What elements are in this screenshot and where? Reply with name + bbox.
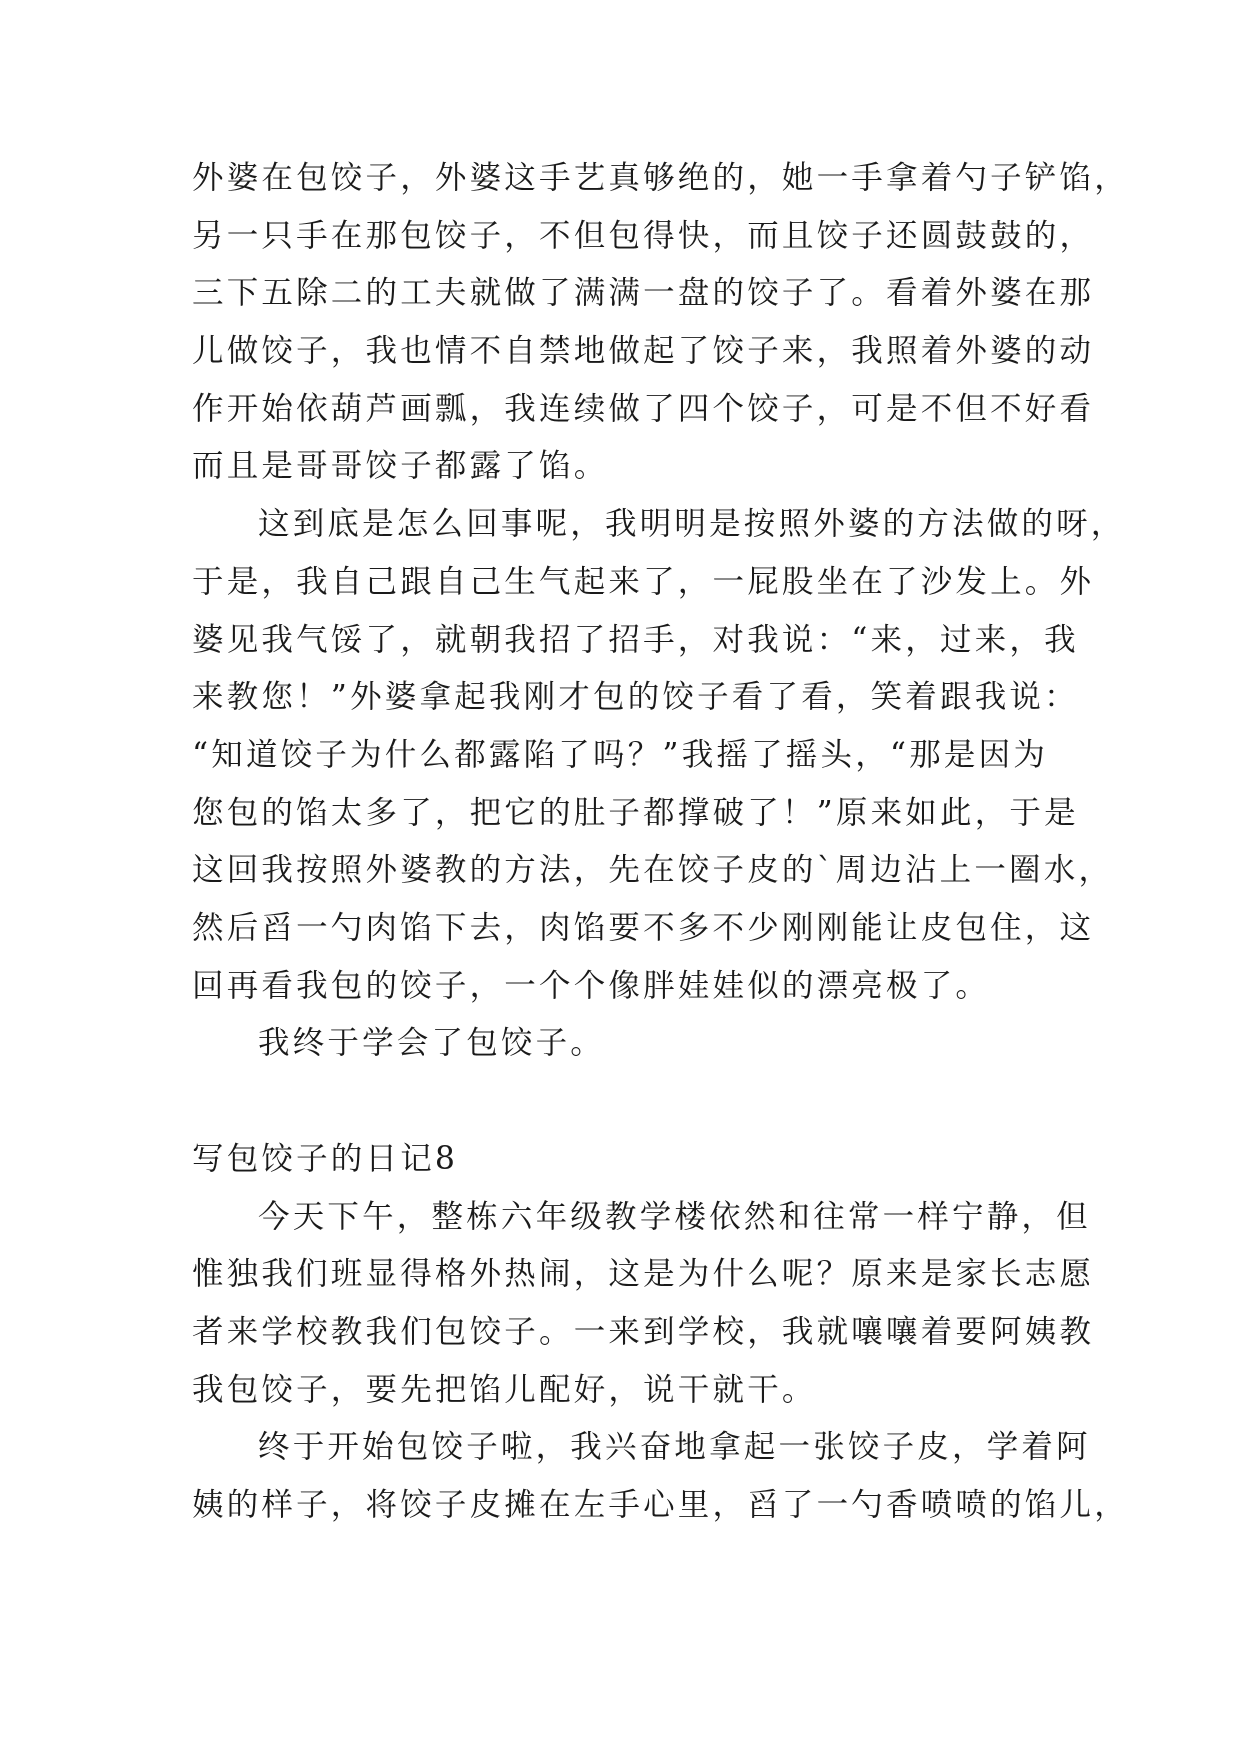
text-line: 惟独我们班显得格外热闹，这是为什么呢？原来是家长志愿 bbox=[192, 1256, 1095, 1293]
text-line: 这回我按照外婆教的方法，先在饺子皮的`周边沾上一圈水， bbox=[192, 852, 1114, 889]
text-line: 终于开始包饺子啦，我兴奋地拿起一张饺子皮，学着阿 bbox=[258, 1429, 1091, 1466]
text-line: 婆见我气馁了，就朝我招了招手，对我说：“来，过来，我 bbox=[192, 621, 1079, 658]
text-line: 我终于学会了包饺子。 bbox=[258, 1025, 606, 1062]
text-line: 来教您！”外婆拿起我刚才包的饺子看了看，笑着跟我说： bbox=[192, 679, 1079, 716]
text-line: 三下五除二的工夫就做了满满一盘的饺子了。看着外婆在那 bbox=[192, 275, 1095, 312]
text-line: 于是，我自己跟自己生气起来了，一屁股坐在了沙发上。外 bbox=[192, 563, 1095, 600]
paragraph bbox=[192, 1419, 1129, 1534]
text-line: 外婆在包饺子，外婆这手艺真够绝的，她一手拿着勺子铲馅， bbox=[192, 160, 1129, 196]
text-line: 您包的馅太多了，把它的肚子都撑破了！”原来如此，于是 bbox=[192, 794, 1079, 831]
text-line: 然后舀一勺肉馅下去，肉馅要不多不少刚刚能让皮包住，这 bbox=[192, 909, 1095, 946]
paragraph bbox=[192, 1015, 1062, 1073]
text-line: 另一只手在那包饺子，不但包得快，而且饺子还圆鼓鼓的， bbox=[192, 217, 1095, 254]
paragraph bbox=[192, 1189, 1095, 1420]
text-line: 而且是哥哥饺子都露了馅。 bbox=[192, 448, 609, 485]
text-line: 回再看我包的饺子，一个个像胖娃娃似的漂亮极了。 bbox=[192, 967, 991, 1004]
text-line: 这到底是怎么回事呢，我明明是按照外婆的方法做的呀， bbox=[258, 506, 1126, 543]
text-line: 作开始依葫芦画瓢，我连续做了四个饺子，可是不但不好看 bbox=[192, 390, 1095, 427]
section-heading: 写包饺子的日记8 bbox=[192, 1141, 459, 1177]
text-line: “知道饺子为什么都露陷了吗？”我摇了摇头，“那是因为 bbox=[192, 736, 1049, 773]
text-line: 姨的样子，将饺子皮摊在左手心里，舀了一勺香喷喷的馅儿， bbox=[192, 1487, 1129, 1524]
text-line: 儿做饺子，我也情不自禁地做起了饺子来，我照着外婆的动 bbox=[192, 333, 1095, 370]
paragraph bbox=[192, 150, 1129, 496]
document-body bbox=[192, 150, 1129, 1535]
text-line: 我包饺子，要先把馅儿配好，说干就干。 bbox=[192, 1371, 817, 1408]
text-line: 今天下午，整栋六年级教学楼依然和往常一样宁静，但 bbox=[258, 1198, 1091, 1235]
paragraph bbox=[192, 496, 1126, 1015]
text-line: 者来学校教我们包饺子。一来到学校，我就嚷嚷着要阿姨教 bbox=[192, 1314, 1095, 1351]
